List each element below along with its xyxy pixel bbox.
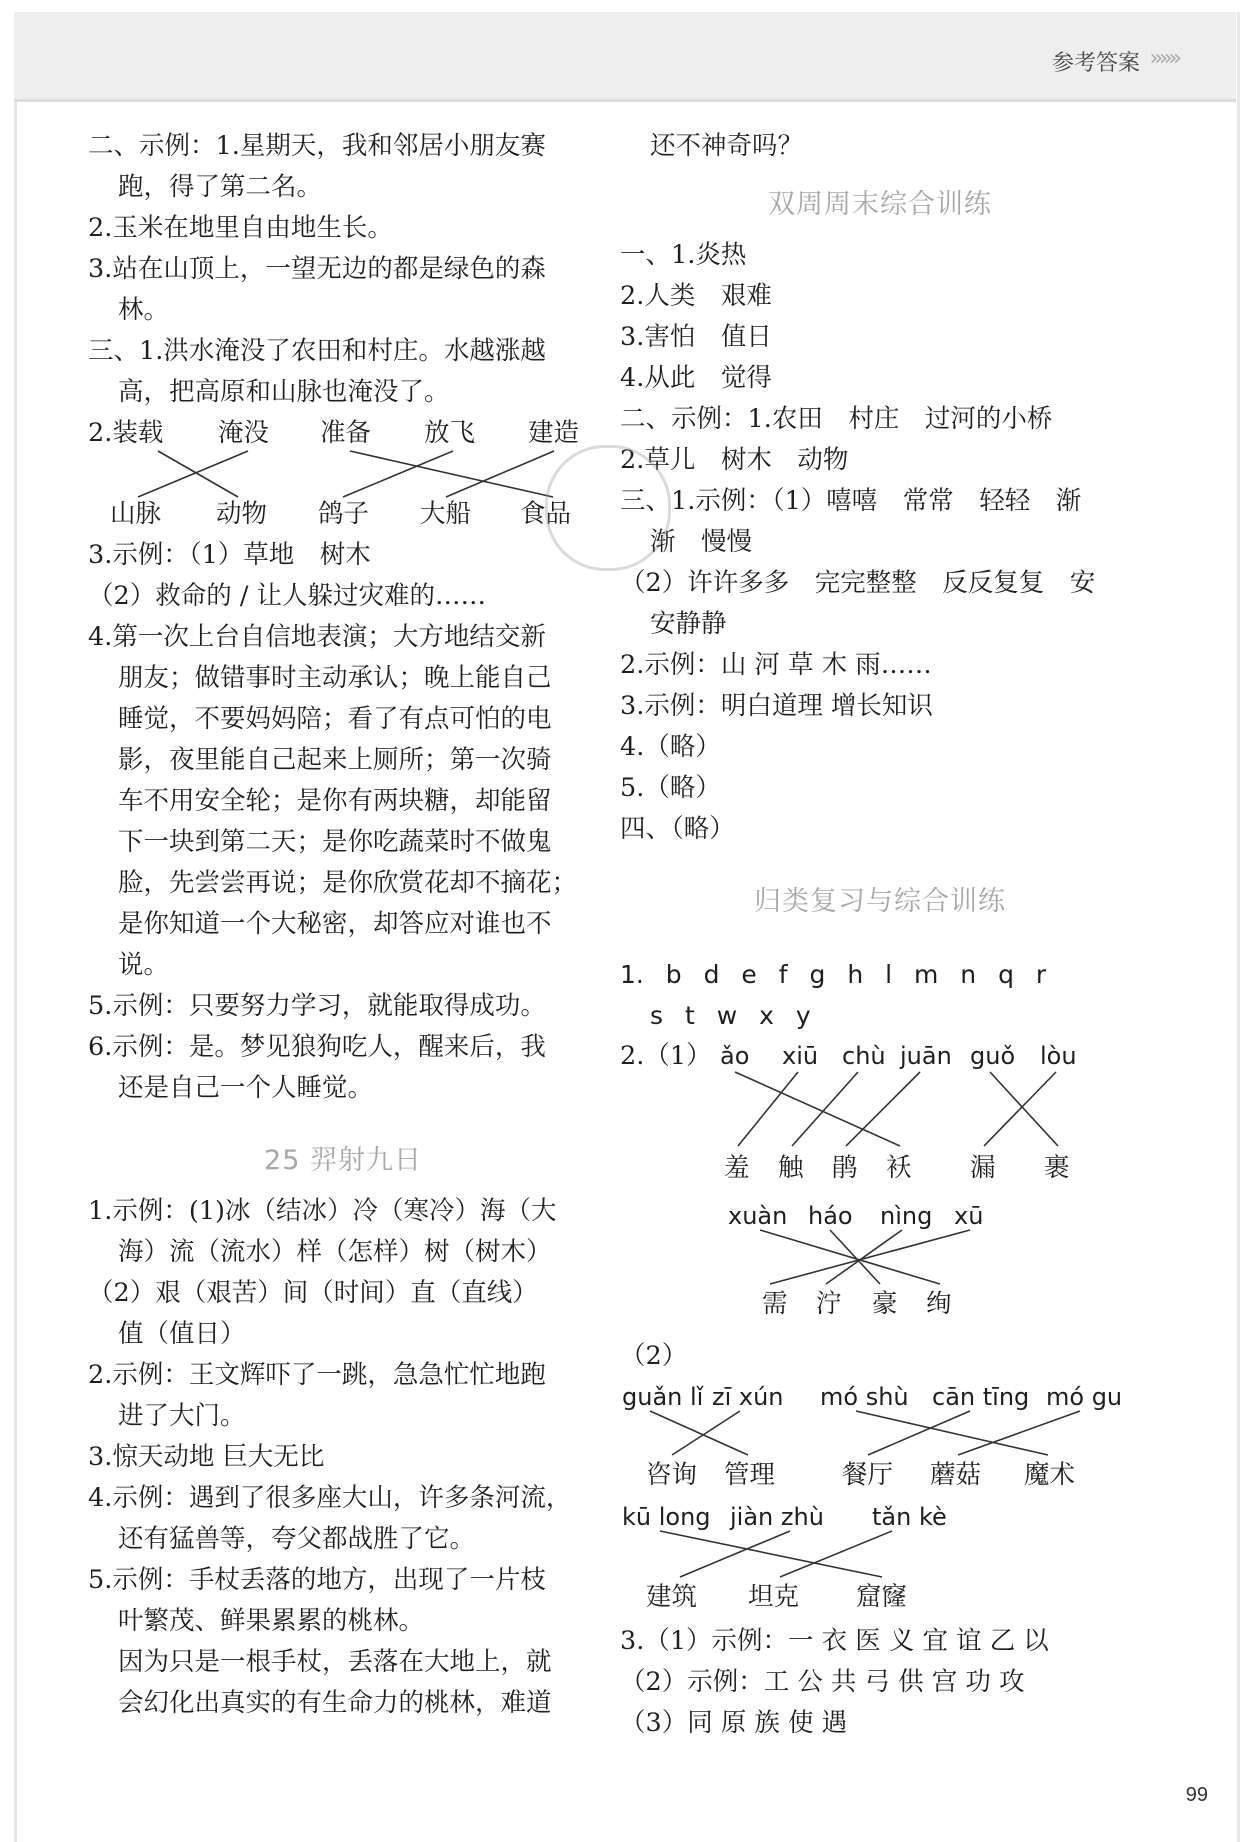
answer-line: 朋友；做错事时主动承认；晚上能自己	[118, 663, 552, 693]
answer-line: 车不用安全轮；是你有两块糖，却能留	[118, 786, 552, 816]
answer-line: 二、示例：1.农田 村庄 过河的小桥	[620, 404, 1053, 434]
pinyin-word: lòu	[1040, 1042, 1077, 1070]
answer-line: 5.示例：只要努力学习，就能取得成功。	[88, 991, 546, 1021]
hanzi-word: 管理	[724, 1460, 776, 1490]
answer-line: 3.（1）示例：一 衣 医 义 宜 谊 乙 以	[620, 1626, 1049, 1656]
answer-line: 还是自己一个人睡觉。	[118, 1073, 374, 1103]
hanzi-word: 坦克	[748, 1582, 800, 1612]
hanzi-word: 餐厅	[842, 1460, 894, 1490]
pinyin-word: xuàn	[728, 1202, 788, 1230]
answer-line: 会幻化出真实的有生命力的桃林，难道	[118, 1688, 552, 1718]
answer-line: 下一块到第二天；是你吃蔬菜时不做鬼	[118, 827, 552, 857]
answer-line: 4.示例：遇到了很多座大山，许多条河流，	[88, 1483, 572, 1513]
hanzi-row	[620, 1577, 1140, 1618]
match-top-word: 放飞	[424, 418, 476, 448]
hanzi-row	[620, 1284, 1140, 1325]
pinyin-word: xiū	[782, 1042, 819, 1070]
answer-line: 5.示例：手杖丢落的地方，出现了一片枝	[88, 1565, 546, 1595]
answer-line: （2）示例：工 公 共 弓 供 宫 功 攻	[620, 1667, 1025, 1697]
pinyin-word: tǎn kè	[872, 1503, 947, 1531]
answer-line: 睡觉，不要妈妈陪；看了有点可怕的电	[118, 704, 552, 734]
watermark-stamp	[545, 445, 671, 571]
section-title: 25 羿射九日	[264, 1145, 422, 1176]
pinyin-row	[620, 1377, 1140, 1418]
answer-line: 叶繁茂、鲜果累累的桃林。	[118, 1606, 425, 1636]
answer-line: 3.惊天动地 巨大无比	[88, 1442, 325, 1472]
section-title: 归类复习与综合训练	[754, 886, 1006, 917]
answer-line: 海）流（流水）样（怎样）树（树木）	[118, 1237, 552, 1267]
right-column	[620, 126, 1140, 1744]
hanzi-char: 需	[762, 1289, 788, 1319]
answer-line: 四、（略）	[620, 814, 735, 844]
answer-line: 跑，得了第二名。	[118, 172, 323, 202]
pinyin-word: jiàn zhù	[730, 1503, 824, 1531]
pinyin-row	[620, 1036, 1140, 1077]
page-number: 99	[1185, 1784, 1208, 1806]
letters-line: 1. b d e f g h l m n q r	[620, 960, 1047, 989]
pinyin-word: guǎn lǐ	[622, 1383, 704, 1411]
answer-line: 3.害怕 值日	[620, 322, 772, 352]
letters-line: s t w x y	[650, 1001, 811, 1030]
answer-line: 是你知道一个大秘密，却答应对谁也不	[118, 909, 552, 939]
page-right-edge	[1237, 12, 1240, 1842]
hanzi-word: 咨询	[646, 1460, 698, 1490]
pinyin-row	[620, 1196, 1140, 1237]
pinyin-word: háo	[808, 1202, 853, 1230]
pinyin-word: xū	[954, 1202, 984, 1230]
pinyin-word: chù	[842, 1042, 886, 1070]
item-label: （2）	[620, 1341, 688, 1371]
answer-line: 2.示例：山 河 草 木 雨……	[620, 650, 932, 680]
hanzi-char: 漏	[970, 1153, 996, 1183]
pinyin-word: guǒ	[970, 1042, 1016, 1070]
pinyin-word: mó gu	[1046, 1383, 1123, 1411]
page-left-edge	[14, 12, 17, 1842]
left-column	[88, 126, 598, 1724]
pinyin-word: mó shù	[820, 1383, 909, 1411]
answer-line: 4.（略）	[620, 732, 721, 762]
match-top-word: 2.装载	[88, 418, 164, 448]
match-top-word: 建造	[528, 418, 580, 448]
pinyin-match-2	[620, 1196, 1140, 1336]
pinyin-row	[620, 1497, 1140, 1538]
answer-line: 2.草儿 树木 动物	[620, 445, 849, 475]
answer-line: 渐 慢慢	[650, 527, 753, 557]
pinyin-word: nìng	[880, 1202, 933, 1230]
answer-line: 3.站在山顶上，一望无边的都是绿色的森	[88, 254, 546, 284]
answer-line: 林。	[118, 295, 170, 325]
answer-line: 6.示例：是。梦见狼狗吃人，醒来后，我	[88, 1032, 546, 1062]
match-bottom-word: 动物	[216, 499, 268, 529]
answer-line: 二、示例：1.星期天，我和邻居小朋友赛	[88, 131, 546, 161]
pinyin-word: ǎo	[720, 1042, 750, 1070]
section-title: 双周周末综合训练	[768, 189, 992, 220]
answer-line: （2）艰（艰苦）间（时间）直（直线）	[88, 1278, 538, 1308]
answer-line: 值（值日）	[118, 1319, 246, 1349]
hanzi-word: 蘑菇	[930, 1460, 982, 1490]
hanzi-row	[620, 1455, 1140, 1496]
answer-line: 安静静	[650, 609, 727, 639]
hanzi-char: 羞	[724, 1153, 750, 1183]
answer-line: 一、1.炎热	[620, 240, 747, 270]
item-label: 2.（1）	[620, 1041, 712, 1071]
match-top-word: 淹没	[218, 418, 270, 448]
answer-line: 2.人类 艰难	[620, 281, 772, 311]
answer-line: 三、1.洪水淹没了农田和村庄。水越涨越	[88, 336, 546, 366]
hanzi-char: 豪	[872, 1289, 898, 1319]
hanzi-char: 触	[778, 1153, 804, 1183]
answer-line: 因为只是一根手杖，丢落在大地上，就	[118, 1647, 552, 1677]
answer-line: 还不神奇吗？	[650, 131, 804, 161]
answer-line: （3）同 原 族 使 遇	[620, 1708, 848, 1738]
hanzi-word: 魔术	[1024, 1460, 1076, 1490]
pinyin-word: zī xún	[712, 1383, 784, 1411]
chevron-right-icon: »»»	[1149, 46, 1178, 71]
answer-line: 2.示例：王文辉吓了一跳，急急忙忙地跑	[88, 1360, 546, 1390]
match-bottom-word: 山脉	[110, 499, 162, 529]
hanzi-word: 窟窿	[856, 1582, 908, 1612]
header-label: 参考答案	[1051, 51, 1140, 76]
answer-line: 5.（略）	[620, 773, 721, 803]
hanzi-row	[620, 1148, 1140, 1189]
pinyin-match-1	[620, 1036, 1140, 1196]
answer-line: 影，夜里能自己起来上厕所；第一次骑	[118, 745, 552, 775]
hanzi-word: 建筑	[646, 1582, 698, 1612]
pinyin-match-3	[620, 1377, 1140, 1497]
hanzi-char: 鹃	[832, 1153, 858, 1183]
answer-line: 三、1.示例：（1）嘻嘻 常常 轻轻 渐	[620, 486, 1082, 516]
answer-line: （2）救命的 / 让人躲过灾难的……	[88, 581, 487, 611]
answer-line: 还有猛兽等，夸父都战胜了它。	[118, 1524, 476, 1554]
answer-line: 说。	[118, 950, 170, 980]
match-bottom-word: 大船	[420, 499, 472, 529]
hanzi-char: 绚	[926, 1289, 952, 1319]
answer-line: 高，把高原和山脉也淹没了。	[118, 377, 450, 407]
answer-line: 4.从此 觉得	[620, 363, 772, 393]
hanzi-char: 袄	[886, 1153, 912, 1183]
pinyin-word: juān	[900, 1042, 952, 1070]
pinyin-word: cān tīng	[932, 1383, 1030, 1411]
pinyin-word: kū long	[622, 1503, 711, 1531]
answer-line: 3.示例：明白道理 增长知识	[620, 691, 933, 721]
match-top-word: 准备	[320, 418, 372, 448]
match-bottom-word: 鸽子	[318, 499, 370, 529]
match-top-row	[88, 413, 598, 454]
answer-line: 1.示例：(1)冰（结冰）冷（寒冷）海（大	[88, 1196, 557, 1226]
answer-line: 2.玉米在地里自由地生长。	[88, 213, 393, 243]
answer-line: 进了大门。	[118, 1401, 246, 1431]
match-bottom-row	[88, 494, 598, 535]
pinyin-match-4	[620, 1497, 1140, 1621]
match-bottom-word: 食品	[520, 499, 572, 529]
answer-line: （2）许许多多 完完整整 反反复复 安	[620, 568, 1096, 598]
hanzi-char: 泞	[816, 1289, 842, 1319]
answer-line: 4.第一次上台自信地表演；大方地结交新	[88, 622, 546, 652]
hanzi-char: 裹	[1044, 1153, 1070, 1183]
answer-line: 脸，先尝尝再说；是你欣赏花却不摘花；	[118, 868, 578, 898]
answer-line: 3.示例：（1）草地 树木	[88, 540, 371, 570]
matching-exercise	[88, 413, 598, 535]
